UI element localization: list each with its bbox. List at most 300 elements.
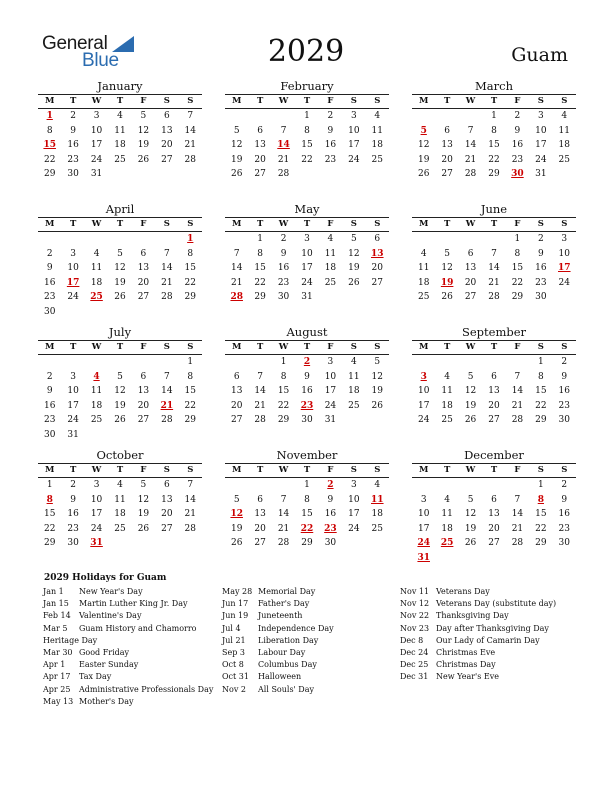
day-cell: 12 bbox=[348, 248, 360, 259]
holiday-name: New Year's Eve bbox=[436, 672, 499, 682]
day-cell: 28 bbox=[511, 538, 524, 548]
day-cell: 11 bbox=[90, 386, 103, 396]
day-cell: 21 bbox=[184, 509, 196, 519]
empty-cell bbox=[506, 355, 529, 370]
weekday-label: M bbox=[419, 465, 429, 475]
day-cell: 11 bbox=[348, 371, 360, 382]
day-cell: 6 bbox=[257, 125, 263, 136]
empty-cell bbox=[459, 109, 482, 124]
holiday-date: Apr 25 bbox=[43, 684, 71, 694]
day-cell: 16 bbox=[558, 386, 570, 396]
day-cell: 10 bbox=[348, 125, 360, 136]
empty-cell bbox=[272, 109, 295, 124]
day-cell: 14 bbox=[511, 386, 524, 396]
empty-cell bbox=[61, 355, 84, 370]
weekday-label: F bbox=[327, 219, 334, 229]
day-cell: 30 bbox=[301, 415, 313, 425]
day-cell: 17 bbox=[90, 140, 103, 150]
day-cell: 29 bbox=[277, 415, 290, 425]
weekday-label: M bbox=[232, 465, 242, 475]
weekday-label: T bbox=[116, 342, 124, 352]
day-cell: 26 bbox=[137, 154, 150, 165]
day-cell: 6 bbox=[467, 248, 474, 259]
day-cell: 11 bbox=[324, 248, 337, 259]
day-cell: 25 bbox=[114, 154, 126, 165]
day-cell: 17 bbox=[535, 140, 547, 150]
weekday-label: T bbox=[256, 465, 264, 475]
weekday-label: S bbox=[561, 219, 568, 229]
day-cell: 7 bbox=[514, 494, 521, 505]
day-cell: 6 bbox=[140, 248, 147, 259]
day-cell: 22 bbox=[301, 154, 313, 165]
day-cell: 24 bbox=[90, 523, 103, 534]
holiday-row bbox=[43, 696, 213, 708]
day-cell: 11 bbox=[114, 494, 126, 505]
day-cell: 21 bbox=[277, 154, 290, 165]
day-cell: 22 bbox=[511, 277, 524, 288]
holiday-date: Sep 3 bbox=[222, 647, 245, 657]
month-title: August bbox=[286, 325, 328, 339]
day-cell: 5 bbox=[233, 494, 240, 505]
day-cell: 15 bbox=[511, 263, 524, 273]
holiday-day-cell: 5 bbox=[420, 125, 427, 136]
day-cell: 20 bbox=[230, 400, 243, 411]
day-cell: 18 bbox=[90, 400, 103, 411]
day-cell: 16 bbox=[535, 263, 547, 273]
day-cell: 1 bbox=[46, 480, 53, 490]
day-cell: 17 bbox=[348, 140, 360, 150]
day-cell: 14 bbox=[464, 140, 477, 150]
day-cell: 21 bbox=[488, 277, 500, 288]
empty-cell bbox=[248, 478, 271, 493]
day-cell: 15 bbox=[43, 509, 56, 519]
day-cell: 28 bbox=[161, 415, 173, 425]
day-cell: 19 bbox=[230, 154, 243, 165]
day-cell: 24 bbox=[535, 154, 547, 165]
weekday-header bbox=[412, 217, 576, 232]
holiday-name: Veterans Day bbox=[436, 587, 490, 596]
weekday-label: S bbox=[187, 342, 194, 352]
holiday-row bbox=[222, 623, 334, 635]
holiday-row bbox=[43, 598, 213, 610]
day-cell: 6 bbox=[374, 234, 381, 244]
day-cell: 2 bbox=[70, 480, 76, 490]
empty-cell bbox=[132, 355, 155, 370]
day-cell: 4 bbox=[374, 480, 381, 490]
weekday-label: T bbox=[69, 465, 77, 475]
day-cell: 18 bbox=[441, 523, 453, 534]
month-november bbox=[225, 447, 389, 551]
day-cell: 29 bbox=[488, 169, 500, 179]
day-cell: 27 bbox=[488, 538, 500, 548]
day-cell: 19 bbox=[137, 140, 150, 150]
day-cell: 2 bbox=[46, 371, 53, 382]
holiday-day-cell: 17 bbox=[66, 277, 80, 288]
weekday-label: W bbox=[278, 219, 289, 229]
weekday-header bbox=[225, 340, 389, 355]
day-cell: 16 bbox=[511, 140, 524, 150]
day-cell: 15 bbox=[488, 140, 500, 150]
day-cell: 12 bbox=[137, 494, 150, 505]
day-cell: 8 bbox=[280, 371, 287, 382]
day-cell: 14 bbox=[230, 263, 243, 273]
day-cell: 7 bbox=[491, 248, 497, 259]
day-cell: 6 bbox=[444, 125, 450, 136]
day-cell: 28 bbox=[464, 169, 477, 179]
holiday-date: Nov 23 bbox=[400, 623, 430, 633]
day-cell: 20 bbox=[161, 140, 173, 150]
day-cell: 17 bbox=[301, 263, 313, 273]
holiday-name: Christmas Day bbox=[436, 660, 496, 670]
holiday-name: Administrative Professionals Day bbox=[79, 684, 214, 694]
weekday-label: S bbox=[374, 219, 381, 229]
weekday-header bbox=[38, 94, 202, 109]
day-cell: 1 bbox=[280, 357, 287, 367]
empty-cell bbox=[482, 232, 505, 247]
weekday-label: T bbox=[116, 219, 124, 229]
weekday-label: M bbox=[232, 96, 242, 106]
holiday-column bbox=[43, 586, 213, 708]
day-cell: 31 bbox=[324, 415, 337, 425]
day-grid bbox=[225, 232, 389, 305]
holiday-name: Heritage Day bbox=[43, 635, 98, 645]
day-cell: 8 bbox=[514, 248, 521, 259]
empty-cell bbox=[225, 109, 248, 124]
empty-cell bbox=[459, 355, 482, 370]
day-cell: 31 bbox=[67, 429, 79, 440]
month-title: June bbox=[480, 202, 508, 216]
holiday-row bbox=[43, 610, 213, 622]
weekday-label: S bbox=[163, 342, 170, 352]
day-cell: 17 bbox=[417, 523, 430, 534]
day-cell: 3 bbox=[70, 248, 76, 259]
holiday-day-cell: 24 bbox=[417, 538, 430, 548]
weekday-label: S bbox=[374, 96, 381, 106]
empty-cell bbox=[85, 232, 108, 247]
day-cell: 5 bbox=[467, 494, 474, 505]
weekday-label: W bbox=[465, 465, 476, 475]
holiday-day-cell: 28 bbox=[230, 292, 243, 302]
month-october bbox=[38, 447, 202, 551]
holiday-row bbox=[222, 598, 334, 610]
day-cell: 15 bbox=[535, 386, 547, 396]
day-cell: 9 bbox=[327, 125, 334, 136]
day-cell: 3 bbox=[561, 234, 568, 244]
day-cell: 4 bbox=[327, 234, 334, 244]
day-cell: 10 bbox=[67, 263, 79, 273]
holiday-row bbox=[43, 659, 213, 671]
day-cell: 26 bbox=[371, 400, 383, 411]
month-title: September bbox=[461, 325, 527, 339]
weekday-label: W bbox=[278, 465, 289, 475]
day-cell: 24 bbox=[67, 292, 79, 302]
holiday-column bbox=[400, 586, 556, 684]
day-cell: 26 bbox=[417, 169, 430, 179]
weekday-label: T bbox=[490, 96, 498, 106]
day-cell: 30 bbox=[535, 292, 547, 302]
day-cell: 11 bbox=[371, 125, 383, 136]
day-cell: 7 bbox=[280, 494, 287, 505]
day-cell: 25 bbox=[90, 415, 103, 425]
day-cell: 8 bbox=[537, 371, 544, 382]
day-grid bbox=[412, 109, 576, 182]
day-cell: 23 bbox=[43, 292, 56, 302]
day-cell: 29 bbox=[535, 538, 547, 548]
empty-cell bbox=[225, 232, 248, 247]
month-july bbox=[38, 324, 202, 442]
day-cell: 9 bbox=[561, 371, 568, 382]
holiday-row bbox=[222, 671, 334, 683]
day-cell: 8 bbox=[257, 248, 263, 259]
weekday-label: S bbox=[163, 219, 170, 229]
day-grid bbox=[38, 478, 202, 551]
day-cell: 30 bbox=[43, 429, 56, 440]
day-cell: 7 bbox=[257, 371, 263, 382]
day-cell: 6 bbox=[233, 371, 240, 382]
weekday-label: F bbox=[514, 465, 521, 475]
day-cell: 23 bbox=[43, 415, 56, 425]
holiday-day-cell: 23 bbox=[300, 400, 314, 411]
empty-cell bbox=[38, 232, 61, 247]
day-cell: 2 bbox=[46, 248, 53, 259]
empty-cell bbox=[248, 355, 271, 370]
weekday-label: M bbox=[45, 342, 55, 352]
empty-cell bbox=[412, 355, 435, 370]
holiday-day-cell: 4 bbox=[93, 371, 100, 382]
month-title: March bbox=[475, 79, 513, 93]
day-cell: 14 bbox=[161, 386, 173, 396]
weekday-label: S bbox=[374, 465, 381, 475]
day-cell: 7 bbox=[280, 125, 287, 136]
weekday-header bbox=[412, 94, 576, 109]
day-cell: 30 bbox=[558, 538, 570, 548]
holiday-date: Jun 17 bbox=[222, 599, 249, 609]
day-cell: 21 bbox=[184, 140, 196, 150]
day-cell: 20 bbox=[161, 509, 173, 519]
weekday-label: F bbox=[514, 219, 521, 229]
holiday-date: Apr 1 bbox=[43, 660, 66, 670]
day-cell: 12 bbox=[114, 386, 126, 396]
day-cell: 27 bbox=[230, 415, 243, 425]
day-cell: 19 bbox=[114, 277, 126, 288]
day-cell: 9 bbox=[327, 494, 334, 505]
day-cell: 27 bbox=[441, 169, 453, 179]
day-cell: 25 bbox=[371, 154, 383, 165]
month-march bbox=[412, 78, 576, 182]
day-cell: 7 bbox=[514, 371, 521, 382]
day-grid bbox=[38, 355, 202, 442]
day-cell: 26 bbox=[114, 292, 126, 302]
day-cell: 24 bbox=[301, 277, 313, 288]
month-april bbox=[38, 201, 202, 319]
day-cell: 1 bbox=[491, 111, 497, 121]
day-cell: 19 bbox=[464, 523, 477, 534]
day-cell: 7 bbox=[163, 371, 170, 382]
day-cell: 17 bbox=[324, 386, 337, 396]
day-cell: 8 bbox=[304, 125, 310, 136]
empty-cell bbox=[412, 478, 435, 493]
holiday-row bbox=[400, 586, 556, 598]
day-cell: 29 bbox=[535, 415, 547, 425]
day-cell: 2 bbox=[514, 111, 521, 121]
day-cell: 15 bbox=[301, 509, 313, 519]
day-cell: 28 bbox=[511, 415, 524, 425]
holiday-day-cell: 12 bbox=[230, 509, 243, 519]
holiday-day-cell: 2 bbox=[303, 357, 311, 367]
day-cell: 22 bbox=[488, 154, 500, 165]
holiday-row bbox=[222, 635, 334, 647]
day-cell: 1 bbox=[304, 480, 310, 490]
day-cell: 13 bbox=[488, 386, 500, 396]
day-cell: 12 bbox=[441, 263, 453, 273]
weekday-label: F bbox=[140, 96, 147, 106]
day-cell: 28 bbox=[254, 415, 266, 425]
day-cell: 5 bbox=[117, 371, 123, 382]
holiday-date: Nov 11 bbox=[400, 587, 430, 596]
weekday-label: M bbox=[45, 219, 55, 229]
holiday-row bbox=[43, 586, 213, 598]
day-cell: 28 bbox=[277, 169, 290, 179]
day-cell: 2 bbox=[561, 357, 568, 367]
empty-cell bbox=[132, 232, 155, 247]
day-cell: 27 bbox=[254, 538, 266, 548]
day-cell: 20 bbox=[137, 400, 150, 411]
day-cell: 19 bbox=[464, 400, 477, 411]
weekday-label: T bbox=[69, 342, 77, 352]
day-cell: 16 bbox=[301, 386, 313, 396]
holiday-column bbox=[222, 586, 334, 696]
holiday-day-cell: 19 bbox=[440, 277, 454, 288]
holiday-name: Day after Thanksgiving Day bbox=[436, 623, 549, 633]
weekday-label: T bbox=[116, 96, 124, 106]
day-cell: 23 bbox=[558, 400, 570, 411]
day-cell: 25 bbox=[348, 400, 360, 411]
day-cell: 9 bbox=[70, 125, 76, 136]
month-august bbox=[225, 324, 389, 428]
weekday-label: T bbox=[69, 96, 77, 106]
month-may bbox=[225, 201, 389, 305]
day-cell: 3 bbox=[304, 234, 310, 244]
weekday-label: S bbox=[187, 465, 194, 475]
day-cell: 10 bbox=[348, 494, 360, 505]
day-cell: 6 bbox=[257, 494, 263, 505]
holiday-row bbox=[43, 623, 213, 635]
day-cell: 22 bbox=[43, 154, 56, 165]
day-cell: 4 bbox=[93, 248, 100, 259]
day-cell: 29 bbox=[43, 169, 56, 179]
day-cell: 29 bbox=[184, 292, 196, 302]
day-cell: 27 bbox=[464, 292, 477, 302]
day-grid bbox=[225, 109, 389, 182]
month-title: January bbox=[97, 79, 143, 93]
day-cell: 9 bbox=[70, 494, 76, 505]
empty-cell bbox=[108, 355, 131, 370]
day-cell: 21 bbox=[511, 400, 524, 411]
holiday-name: Juneteenth bbox=[258, 611, 303, 621]
weekday-label: T bbox=[116, 465, 124, 475]
day-cell: 5 bbox=[444, 248, 450, 259]
day-cell: 3 bbox=[93, 480, 100, 490]
month-title: July bbox=[108, 325, 132, 339]
day-cell: 27 bbox=[161, 154, 173, 165]
weekday-header bbox=[38, 217, 202, 232]
day-cell: 3 bbox=[420, 494, 427, 505]
holiday-date: Nov 22 bbox=[400, 611, 430, 621]
day-cell: 3 bbox=[537, 111, 544, 121]
day-cell: 18 bbox=[114, 509, 126, 519]
day-cell: 22 bbox=[535, 400, 547, 411]
day-cell: 16 bbox=[43, 400, 56, 411]
weekday-label: S bbox=[537, 342, 544, 352]
day-cell: 14 bbox=[161, 263, 173, 273]
weekday-label: T bbox=[443, 219, 451, 229]
holiday-row bbox=[222, 586, 334, 598]
day-cell: 1 bbox=[257, 234, 263, 244]
weekday-label: T bbox=[303, 342, 311, 352]
empty-cell bbox=[412, 109, 435, 124]
holiday-name: Guam History and Chamorro bbox=[79, 623, 197, 633]
day-cell: 5 bbox=[467, 371, 474, 382]
holiday-date: Mar 30 bbox=[43, 647, 73, 657]
month-title: February bbox=[280, 79, 334, 93]
day-cell: 4 bbox=[444, 494, 450, 505]
holiday-row bbox=[222, 684, 334, 696]
day-cell: 7 bbox=[467, 125, 474, 136]
weekday-label: F bbox=[327, 96, 334, 106]
day-cell: 9 bbox=[46, 263, 53, 273]
day-cell: 15 bbox=[301, 140, 313, 150]
day-cell: 20 bbox=[441, 154, 453, 165]
day-cell: 25 bbox=[441, 415, 453, 425]
holiday-day-cell: 13 bbox=[371, 248, 384, 259]
weekday-label: S bbox=[163, 96, 170, 106]
weekday-label: W bbox=[465, 219, 476, 229]
day-cell: 28 bbox=[161, 292, 173, 302]
empty-cell bbox=[272, 478, 295, 493]
day-cell: 3 bbox=[350, 480, 357, 490]
day-cell: 29 bbox=[43, 538, 56, 548]
holiday-date: Dec 31 bbox=[400, 672, 429, 682]
day-cell: 21 bbox=[161, 277, 173, 288]
day-cell: 15 bbox=[535, 509, 547, 519]
day-cell: 13 bbox=[230, 386, 243, 396]
holiday-day-cell: 17 bbox=[558, 263, 571, 273]
day-cell: 24 bbox=[90, 154, 103, 165]
holiday-date: Oct 31 bbox=[222, 672, 249, 682]
logo-general-text: General bbox=[42, 33, 108, 54]
day-cell: 7 bbox=[187, 111, 194, 121]
weekday-label: W bbox=[91, 465, 102, 475]
weekday-label: M bbox=[45, 96, 55, 106]
day-cell: 28 bbox=[184, 154, 196, 165]
holiday-day-cell: 1 bbox=[187, 234, 194, 244]
day-cell: 23 bbox=[324, 154, 337, 165]
day-cell: 5 bbox=[233, 125, 240, 136]
day-cell: 31 bbox=[301, 292, 313, 302]
day-cell: 10 bbox=[67, 386, 79, 396]
day-cell: 26 bbox=[441, 292, 453, 302]
day-cell: 11 bbox=[417, 263, 430, 273]
day-cell: 16 bbox=[67, 509, 79, 519]
empty-cell bbox=[435, 109, 458, 124]
day-cell: 29 bbox=[254, 292, 266, 302]
weekday-label: S bbox=[350, 342, 357, 352]
holiday-date: May 13 bbox=[43, 696, 74, 706]
holiday-row bbox=[400, 598, 556, 610]
day-cell: 19 bbox=[371, 386, 383, 396]
day-cell: 13 bbox=[161, 125, 173, 136]
day-cell: 11 bbox=[441, 386, 453, 396]
